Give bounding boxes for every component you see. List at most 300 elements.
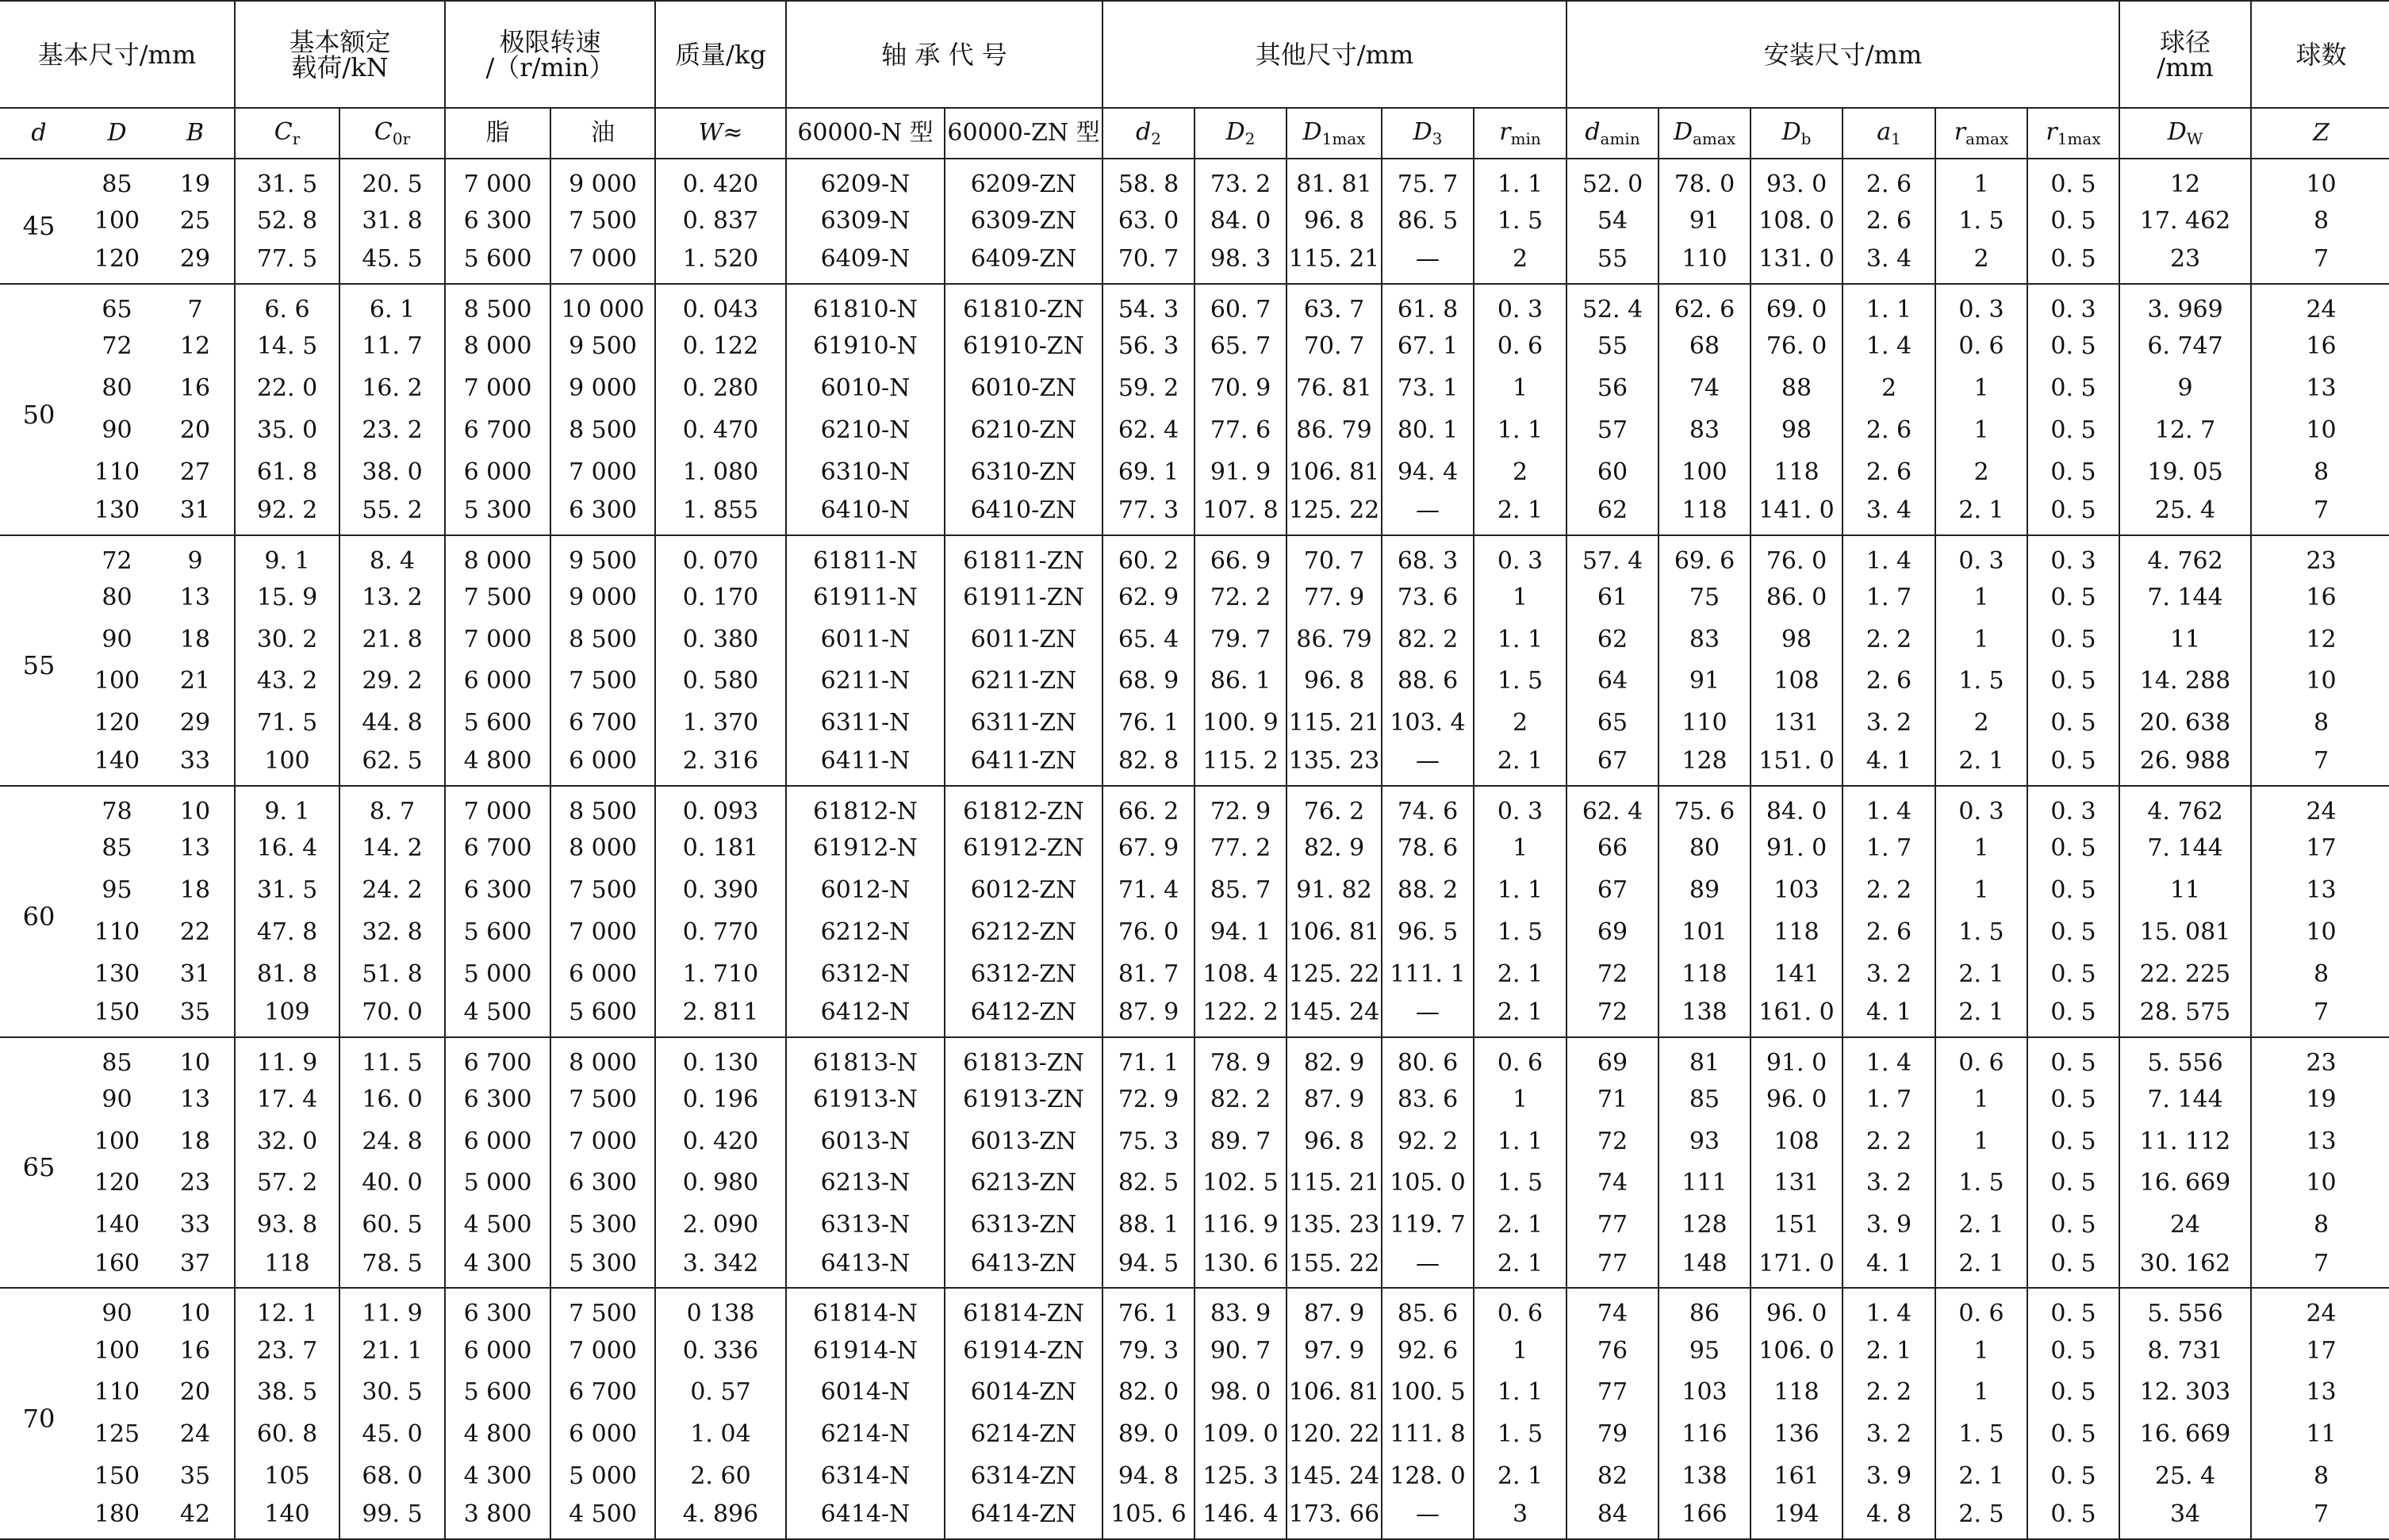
- table-cell: 60. 8: [235, 1414, 339, 1456]
- table-row: [0, 1455, 2389, 1497]
- table-cell: 119. 7: [1382, 1205, 1474, 1247]
- table-cell: 76. 2: [1287, 786, 1382, 828]
- table-cell: 20: [179, 1378, 211, 1407]
- table-cell: 0. 093: [655, 786, 786, 828]
- table-cell: 62. 5: [339, 745, 445, 787]
- table-cell: 84. 0: [1194, 201, 1287, 243]
- table-row: [0, 703, 2389, 745]
- table-cell: 100: [1658, 451, 1751, 493]
- table-cell: 6410-ZN: [945, 493, 1102, 535]
- table-cell: 106. 81: [1287, 912, 1382, 954]
- table-cell: 91. 9: [1194, 451, 1287, 493]
- table-cell: 108: [1751, 661, 1843, 703]
- table-row: [0, 1163, 2389, 1205]
- table-cell: 6011-ZN: [945, 619, 1102, 661]
- table-cell: 4. 1: [1843, 995, 1935, 1037]
- table-cell: 0. 470: [655, 410, 786, 452]
- table-cell: 7. 144: [2119, 828, 2251, 870]
- table-cell: 115. 2: [1194, 745, 1287, 787]
- table-cell: 7 000: [550, 1330, 655, 1372]
- table-cell: 37: [156, 1247, 235, 1289]
- table-cell: 5 300: [550, 1247, 655, 1289]
- table-cell: —: [1382, 493, 1474, 535]
- table-cell: 61913-N: [786, 1079, 945, 1121]
- table-cell: 0. 6: [1935, 326, 2027, 368]
- table-cell: 78: [102, 798, 132, 826]
- table-cell: 131. 0: [1751, 243, 1843, 285]
- table-cell: 96. 0: [1751, 1079, 1843, 1121]
- table-cell: 5 600: [445, 1372, 550, 1414]
- table-cell: 0. 3: [2027, 284, 2119, 326]
- table-cell: 6413-N: [786, 1247, 945, 1289]
- cell-d: 45: [0, 159, 78, 284]
- table-cell: 76: [1566, 1330, 1658, 1372]
- sub-D3: $D_3$: [1382, 108, 1474, 159]
- table-cell: 0. 3: [1935, 535, 2027, 577]
- table-row: [0, 1079, 2389, 1121]
- table-cell: 4 300: [445, 1247, 550, 1289]
- table-cell: 66. 2: [1102, 786, 1194, 828]
- table-cell: 71. 5: [235, 703, 339, 745]
- table-cell: 0. 5: [2027, 159, 2119, 201]
- cell-d: 55: [0, 535, 78, 787]
- table-cell: 131: [1751, 1163, 1843, 1205]
- table-cell: 96. 0: [1751, 1288, 1843, 1330]
- table-cell: 1. 4: [1843, 326, 1935, 368]
- table-cell: 6014-N: [786, 1372, 945, 1414]
- header-ball-dia: 球径 /mm: [2119, 1, 2251, 108]
- table-cell: 19: [2251, 1079, 2389, 1121]
- table-cell: 5 300: [550, 1205, 655, 1247]
- header-basic-dim: 基本尺寸/mm: [0, 1, 235, 108]
- table-cell: 57: [1566, 410, 1658, 452]
- table-cell: 161. 0: [1751, 995, 1843, 1037]
- table-cell: 6 300: [550, 493, 655, 535]
- table-cell: 10: [2251, 1163, 2389, 1205]
- table-cell: 3. 4: [1843, 493, 1935, 535]
- table-cell: 83: [1658, 619, 1751, 661]
- table-cell: 98: [1751, 619, 1843, 661]
- table-cell: 62. 6: [1658, 284, 1751, 326]
- table-cell: 0. 5: [2027, 1205, 2119, 1247]
- table-cell: 93. 0: [1751, 159, 1843, 201]
- table-cell: 6314-ZN: [945, 1455, 1102, 1497]
- group-d-60: [0, 786, 2389, 1037]
- header-load-rating: 基本额定 载荷/kN: [235, 1, 445, 108]
- table-cell: 6412-ZN: [945, 995, 1102, 1037]
- table-row: [0, 870, 2389, 912]
- table-cell: 0. 5: [2027, 201, 2119, 243]
- table-cell: 1: [1935, 828, 2027, 870]
- table-cell: 94. 5: [1102, 1247, 1194, 1289]
- table-cell: 7 500: [445, 577, 550, 619]
- table-cell: 85: [1658, 1079, 1751, 1121]
- table-cell: 0. 6: [1474, 1288, 1566, 1330]
- table-cell: 109: [235, 995, 339, 1037]
- sub-W: W≈: [655, 108, 786, 159]
- table-cell: 61913-ZN: [945, 1079, 1102, 1121]
- table-cell: 6213-ZN: [945, 1163, 1102, 1205]
- table-cell: 86. 1: [1194, 661, 1287, 703]
- table-cell: 2. 2: [1843, 870, 1935, 912]
- table-cell: 27: [179, 458, 211, 486]
- table-cell: 3. 9: [1843, 1455, 1935, 1497]
- table-cell: 75. 6: [1658, 786, 1751, 828]
- table-cell: 69: [1566, 912, 1658, 954]
- table-cell: 6 000: [550, 745, 655, 787]
- table-cell: 71: [1566, 1079, 1658, 1121]
- table-cell: 4. 896: [655, 1497, 786, 1539]
- table-row: [0, 1497, 2389, 1539]
- table-cell: 76. 1: [1102, 1288, 1194, 1330]
- table-cell: 72: [1566, 1121, 1658, 1163]
- table-cell: 5 000: [550, 1455, 655, 1497]
- table-cell: 72: [1566, 953, 1658, 995]
- table-cell: 25. 4: [2119, 1455, 2251, 1497]
- table-cell: 61812-N: [786, 786, 945, 828]
- table-cell: 0. 5: [2027, 1497, 2119, 1539]
- sub-grease: 脂: [445, 108, 550, 159]
- table-row: [0, 1414, 2389, 1456]
- table-cell: 61. 8: [1382, 284, 1474, 326]
- table-cell: 95: [102, 876, 132, 905]
- header-install-dim: 安装尺寸/mm: [1566, 1, 2119, 108]
- table-cell: 6212-ZN: [945, 912, 1102, 954]
- table-cell: 81. 8: [235, 953, 339, 995]
- table-cell: 6 000: [445, 1121, 550, 1163]
- table-cell: 100. 5: [1382, 1372, 1474, 1414]
- table-cell: 116: [1658, 1414, 1751, 1456]
- table-cell: 110: [94, 458, 140, 486]
- table-cell: 24. 8: [339, 1121, 445, 1163]
- table-cell: 0. 170: [655, 577, 786, 619]
- table-row: [0, 159, 2389, 201]
- table-cell: 9. 1: [235, 786, 339, 828]
- table-cell: 0. 420: [655, 1121, 786, 1163]
- table-cell: 70. 7: [1287, 326, 1382, 368]
- table-cell: 0. 6: [1935, 1037, 2027, 1079]
- table-cell: 62. 4: [1566, 786, 1658, 828]
- table-cell: 125. 22: [1287, 493, 1382, 535]
- table-cell: 5 600: [445, 243, 550, 285]
- table-cell: 3. 2: [1843, 703, 1935, 745]
- table-cell: 2. 1: [1474, 1455, 1566, 1497]
- table-cell: 1. 4: [1843, 1288, 1935, 1330]
- table-cell: 6213-N: [786, 1163, 945, 1205]
- table-cell: 1. 080: [655, 451, 786, 493]
- table-cell: 0. 5: [2027, 1121, 2119, 1163]
- table-cell: 6013-ZN: [945, 1121, 1102, 1163]
- table-cell: 90: [102, 416, 132, 444]
- table-cell: 4 500: [445, 995, 550, 1037]
- table-cell: 6412-N: [786, 995, 945, 1037]
- table-cell: 11. 112: [2119, 1121, 2251, 1163]
- table-cell: 65: [1566, 703, 1658, 745]
- table-cell: 108: [1751, 1121, 1843, 1163]
- table-cell: 87. 9: [1102, 995, 1194, 1037]
- table-cell: 10: [2251, 912, 2389, 954]
- table-cell: 6209-N: [786, 159, 945, 201]
- table-cell: 7 500: [550, 1079, 655, 1121]
- table-row: [0, 326, 2389, 368]
- table-cell: 22. 0: [235, 368, 339, 410]
- table-cell: 100: [94, 207, 140, 236]
- table-cell: 0. 5: [2027, 1414, 2119, 1456]
- table-cell: 6311-N: [786, 703, 945, 745]
- table-cell: 122. 2: [1194, 995, 1287, 1037]
- table-cell: 166: [1658, 1497, 1751, 1539]
- table-cell: 9 500: [550, 326, 655, 368]
- table-cell: 94. 4: [1382, 451, 1474, 493]
- table-cell: 2: [1474, 243, 1566, 285]
- table-row: [0, 1121, 2389, 1163]
- table-cell: 7. 144: [2119, 577, 2251, 619]
- table-cell: 138: [1658, 995, 1751, 1037]
- table-cell: 16. 669: [2119, 1163, 2251, 1205]
- table-cell: 73. 1: [1382, 368, 1474, 410]
- table-cell: 68. 9: [1102, 661, 1194, 703]
- table-cell: 20. 5: [339, 159, 445, 201]
- table-cell: 77: [1566, 1372, 1658, 1414]
- table-cell: 2. 1: [1474, 745, 1566, 787]
- table-cell: 6414-ZN: [945, 1497, 1102, 1539]
- table-cell: 12: [179, 332, 211, 361]
- table-row: [0, 451, 2389, 493]
- sub-D2: $D_2$: [1194, 108, 1287, 159]
- table-cell: 82. 8: [1102, 745, 1194, 787]
- table-cell: 99. 5: [339, 1497, 445, 1539]
- table-cell: 74: [1658, 368, 1751, 410]
- table-cell: 7 000: [550, 243, 655, 285]
- table-cell: 6 700: [445, 410, 550, 452]
- table-cell: 76. 0: [1751, 535, 1843, 577]
- sub-Dw: $D_W$: [2119, 108, 2251, 159]
- table-cell: 72. 2: [1194, 577, 1287, 619]
- table-cell: 0. 5: [2027, 703, 2119, 745]
- group-d-55: [0, 535, 2389, 787]
- table-row: [0, 912, 2389, 954]
- sub-B: B: [156, 108, 235, 159]
- table-row: [0, 619, 2389, 661]
- table-cell: 103: [1751, 870, 1843, 912]
- table-cell: 1. 5: [1474, 1414, 1566, 1456]
- table-cell: 0. 280: [655, 368, 786, 410]
- table-cell: 100: [94, 667, 140, 695]
- table-cell: 130: [94, 960, 140, 988]
- table-cell: 66. 9: [1194, 535, 1287, 577]
- table-cell: 7 500: [550, 661, 655, 703]
- table-cell: 0. 5: [2027, 912, 2119, 954]
- table-cell: 1. 5: [1935, 661, 2027, 703]
- table-cell: 70. 9: [1194, 368, 1287, 410]
- table-cell: 1. 1: [1474, 870, 1566, 912]
- table-cell: 22. 225: [2119, 953, 2251, 995]
- sub-ramax: $r_{amax}$: [1935, 108, 2027, 159]
- table-cell: 160: [78, 1247, 156, 1289]
- table-cell: 1. 5: [1935, 912, 2027, 954]
- table-cell: 13. 2: [339, 577, 445, 619]
- table-cell: 9: [2119, 368, 2251, 410]
- table-cell: 7: [2251, 1497, 2389, 1539]
- table-cell: 2. 1: [1935, 1455, 2027, 1497]
- table-cell: 2: [1935, 703, 2027, 745]
- table-cell: 110: [1658, 703, 1751, 745]
- table-cell: 88. 1: [1102, 1205, 1194, 1247]
- table-cell: 0. 390: [655, 870, 786, 912]
- table-cell: 0. 181: [655, 828, 786, 870]
- table-cell: 13: [179, 1085, 211, 1113]
- table-cell: 76. 1: [1102, 703, 1194, 745]
- table-cell: 12. 1: [235, 1288, 339, 1330]
- table-cell: 0. 5: [2027, 870, 2119, 912]
- header-speed-limit: 极限转速 /（r/min）: [445, 1, 655, 108]
- table-cell: 1: [1474, 828, 1566, 870]
- table-cell: 105: [235, 1455, 339, 1497]
- table-cell: 67. 9: [1102, 828, 1194, 870]
- table-cell: 96. 8: [1287, 1121, 1382, 1163]
- table-cell: 65. 7: [1194, 326, 1287, 368]
- table-cell: 118: [1658, 953, 1751, 995]
- table-cell: 0. 5: [2027, 745, 2119, 787]
- table-cell: 13: [2251, 368, 2389, 410]
- table-cell: 58. 8: [1102, 159, 1194, 201]
- table-cell: 1: [1935, 870, 2027, 912]
- table-cell: 22: [179, 917, 211, 946]
- table-row: [0, 1037, 2389, 1079]
- sub-D: D: [78, 108, 156, 159]
- table-cell: 62. 4: [1102, 410, 1194, 452]
- table-cell: 16. 0: [339, 1079, 445, 1121]
- table-cell: 140: [94, 1211, 140, 1239]
- table-cell: 7: [2251, 493, 2389, 535]
- table-cell: 6313-ZN: [945, 1205, 1102, 1247]
- table-cell: 2. 1: [1474, 493, 1566, 535]
- table-cell: 4 500: [445, 1205, 550, 1247]
- table-cell: 6314-N: [786, 1455, 945, 1497]
- table-cell: 1. 710: [655, 953, 786, 995]
- table-cell: 96. 8: [1287, 201, 1382, 243]
- table-cell: 8 500: [445, 284, 550, 326]
- table-cell: 3. 9: [1843, 1205, 1935, 1247]
- table-row: [0, 493, 2389, 535]
- sub-r1max: $r_{1max}$: [2027, 108, 2119, 159]
- table-cell: 2: [1843, 368, 1935, 410]
- table-cell: 57. 2: [235, 1163, 339, 1205]
- table-cell: 0. 420: [655, 159, 786, 201]
- table-cell: 73. 2: [1194, 159, 1287, 201]
- table-cell: 68: [1658, 326, 1751, 368]
- table-cell: 61810-N: [786, 284, 945, 326]
- table-cell: 6309-ZN: [945, 201, 1102, 243]
- table-cell: 25: [179, 207, 211, 236]
- table-cell: 75. 3: [1102, 1121, 1194, 1163]
- table-row: [0, 828, 2389, 870]
- table-cell: 34: [2119, 1497, 2251, 1539]
- table-cell: 92. 6: [1382, 1330, 1474, 1372]
- sub-Cr: $C_r$: [235, 108, 339, 159]
- table-cell: 1. 855: [655, 493, 786, 535]
- table-cell: 89. 7: [1194, 1121, 1287, 1163]
- table-cell: 61. 8: [235, 451, 339, 493]
- table-cell: 61914-N: [786, 1330, 945, 1372]
- table-row: [0, 995, 2389, 1037]
- table-cell: 1: [1935, 1330, 2027, 1372]
- table-cell: 1: [1935, 1079, 2027, 1121]
- table-cell: 7: [187, 296, 203, 324]
- table-cell: 194: [1751, 1497, 1843, 1539]
- table-cell: 1. 7: [1843, 1079, 1935, 1121]
- table-cell: 21. 1: [339, 1330, 445, 1372]
- table-cell: 5 300: [445, 493, 550, 535]
- table-cell: 10: [179, 1300, 211, 1328]
- table-cell: 8: [2251, 1455, 2389, 1497]
- table-cell: 4 300: [445, 1455, 550, 1497]
- table-cell: 19: [179, 170, 211, 198]
- table-cell: 81. 81: [1287, 159, 1382, 201]
- table-cell: 2: [1474, 703, 1566, 745]
- table-cell: 45. 0: [339, 1414, 445, 1456]
- table-cell: 106. 81: [1287, 451, 1382, 493]
- table-row: [0, 661, 2389, 703]
- table-cell: 75. 7: [1382, 159, 1474, 201]
- table-cell: 56. 3: [1102, 326, 1194, 368]
- table-cell: 2. 1: [1935, 953, 2027, 995]
- table-cell: 11: [2119, 619, 2251, 661]
- table-cell: 93: [1658, 1121, 1751, 1163]
- table-cell: 0. 380: [655, 619, 786, 661]
- table-cell: 71. 4: [1102, 870, 1194, 912]
- table-cell: 69. 6: [1658, 535, 1751, 577]
- table-cell: 7: [2251, 1247, 2389, 1289]
- table-cell: 0. 5: [2027, 828, 2119, 870]
- table-cell: 20. 638: [2119, 703, 2251, 745]
- table-cell: 145. 24: [1287, 1455, 1382, 1497]
- table-cell: 0. 5: [2027, 995, 2119, 1037]
- table-cell: 23: [2251, 1037, 2389, 1079]
- table-cell: 128: [1658, 745, 1751, 787]
- table-cell: 16. 2: [339, 368, 445, 410]
- table-cell: 1: [1935, 368, 2027, 410]
- table-cell: 0. 3: [1935, 786, 2027, 828]
- table-cell: 35: [156, 995, 235, 1037]
- table-cell: 6409-N: [786, 243, 945, 285]
- table-cell: 0. 336: [655, 1330, 786, 1372]
- table-cell: 93. 8: [235, 1205, 339, 1247]
- table-cell: 29. 2: [339, 661, 445, 703]
- table-cell: 6414-N: [786, 1497, 945, 1539]
- table-cell: 6 000: [550, 1414, 655, 1456]
- table-cell: 63. 7: [1287, 284, 1382, 326]
- table-cell: 118: [1658, 493, 1751, 535]
- table-cell: 77. 5: [235, 243, 339, 285]
- table-cell: 11. 5: [339, 1037, 445, 1079]
- table-cell: 72: [1566, 995, 1658, 1037]
- table-cell: 84. 0: [1751, 786, 1843, 828]
- group-d-65: [0, 1037, 2389, 1289]
- table-cell: 8 000: [550, 828, 655, 870]
- table-cell: 69: [1566, 1037, 1658, 1079]
- table-cell: 6210-ZN: [945, 410, 1102, 452]
- table-cell: 77. 2: [1194, 828, 1287, 870]
- table-cell: 8: [2251, 1205, 2389, 1247]
- table-cell: 10: [179, 798, 211, 826]
- table-cell: 7 500: [550, 201, 655, 243]
- table-cell: 0 138: [655, 1288, 786, 1330]
- table-cell: 16. 4: [235, 828, 339, 870]
- table-cell: 8: [2251, 201, 2389, 243]
- table-cell: 17. 4: [235, 1079, 339, 1121]
- table-cell: 61810-ZN: [945, 284, 1102, 326]
